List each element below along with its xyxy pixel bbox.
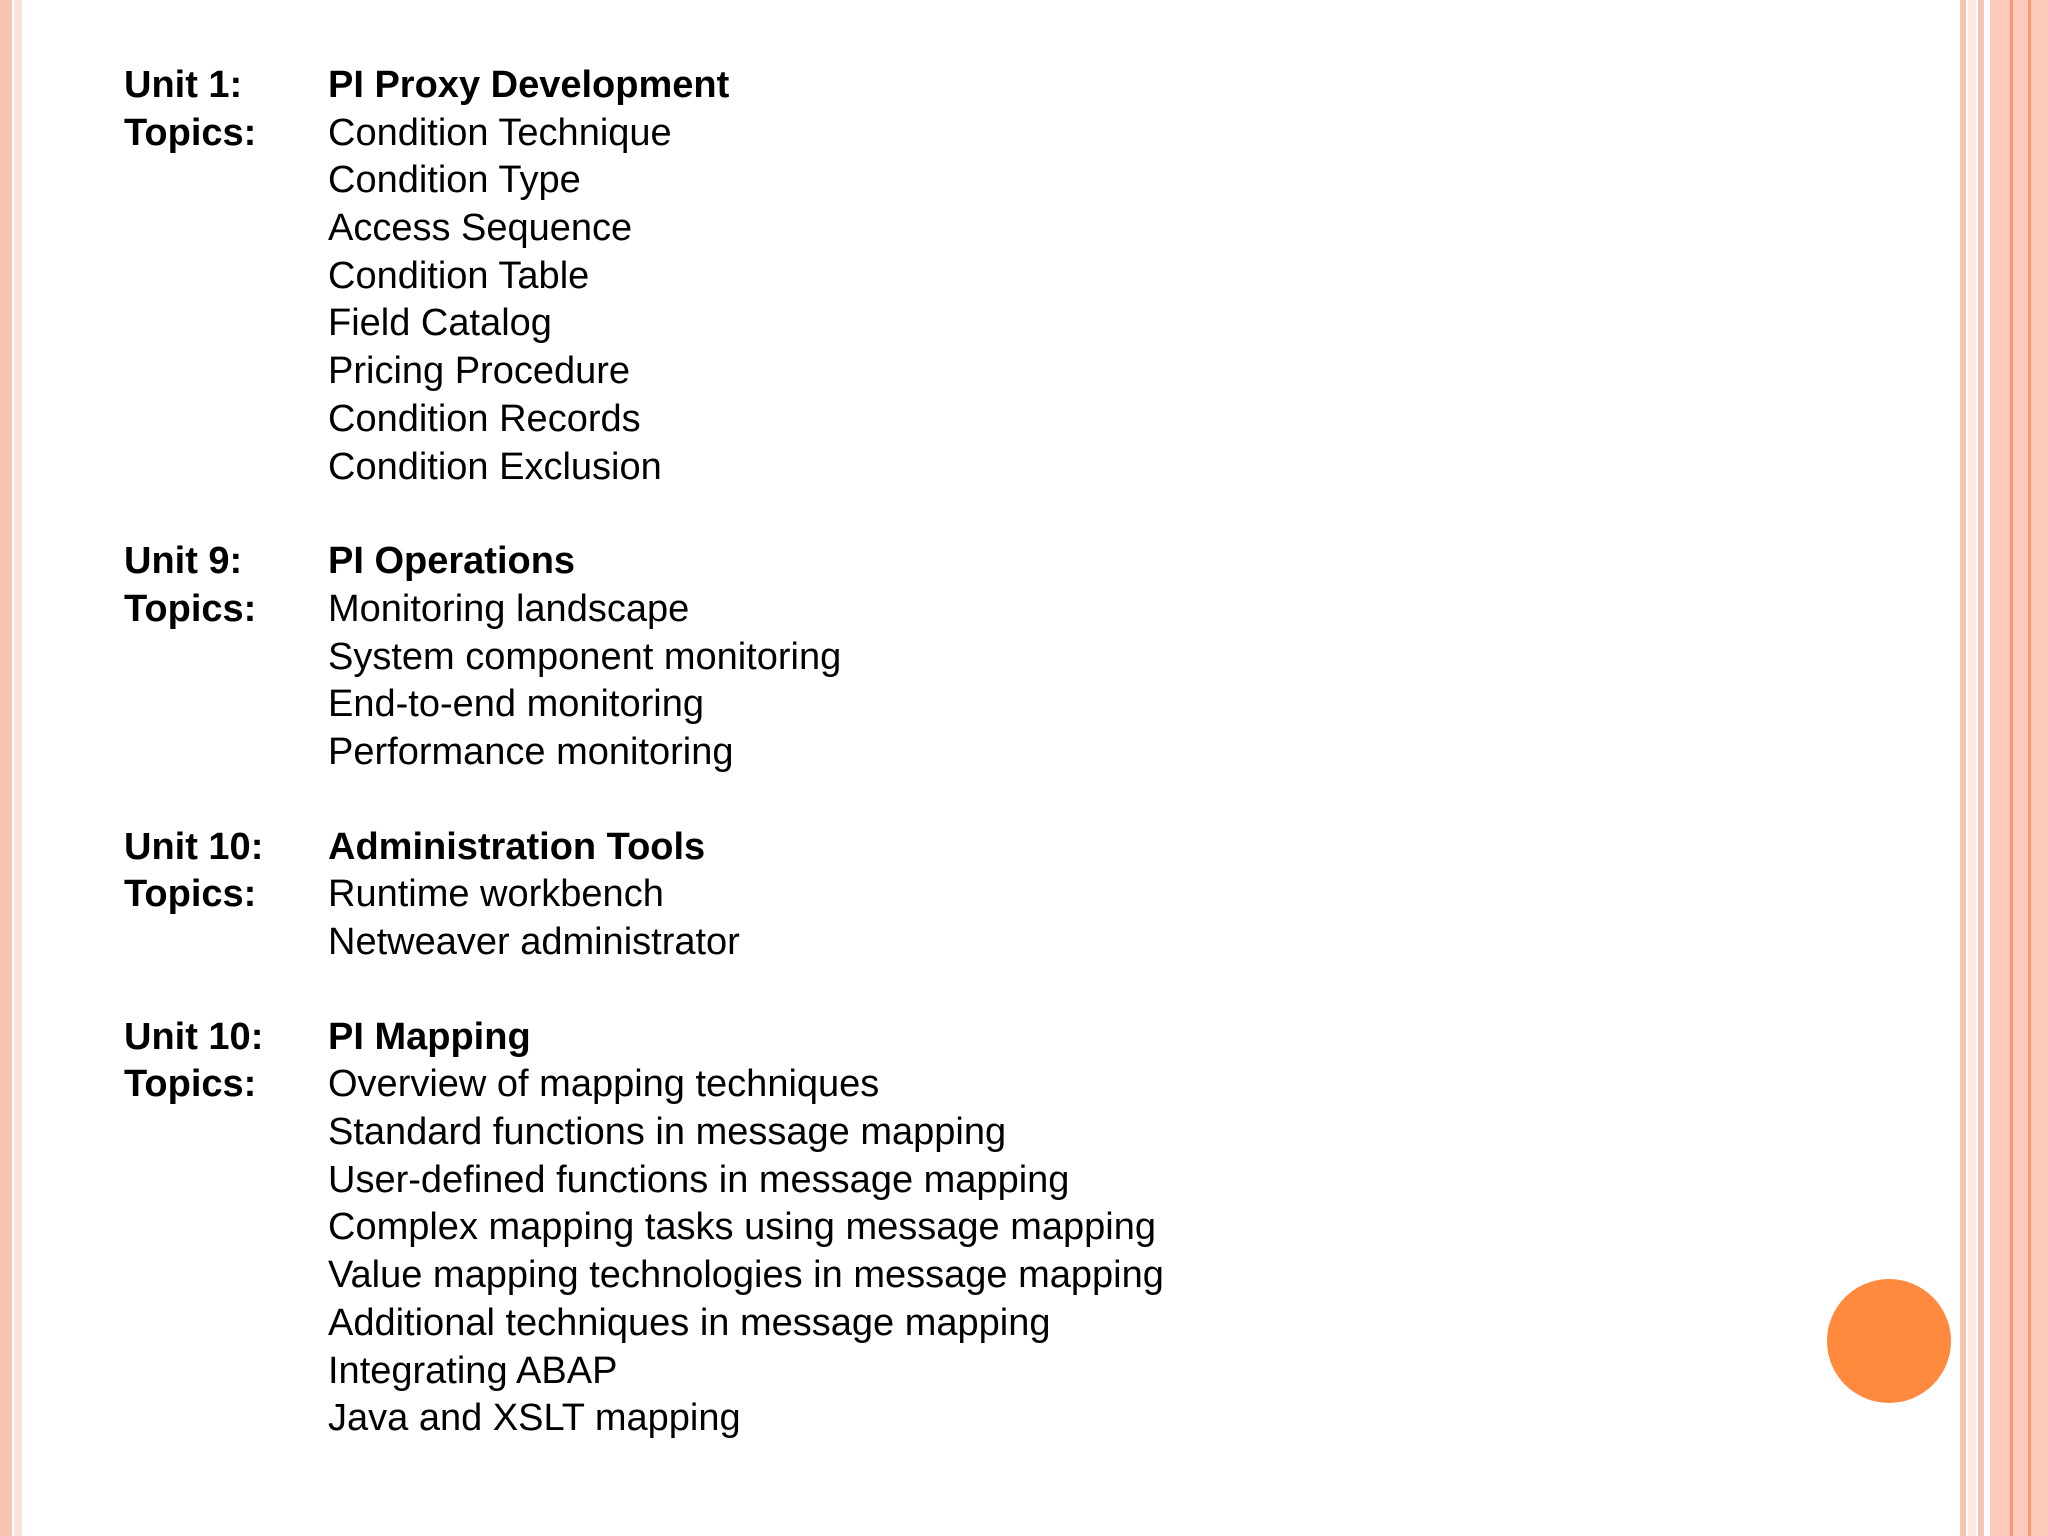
right-stripe-line bbox=[2010, 0, 2013, 1536]
topic-item: Performance monitoring bbox=[328, 730, 734, 773]
topic-row bbox=[124, 871, 1904, 919]
unit-block bbox=[124, 538, 1904, 776]
topic-row bbox=[124, 1395, 1904, 1443]
topic-item: System component monitoring bbox=[328, 635, 842, 678]
topic-row bbox=[124, 300, 1904, 348]
unit-block bbox=[124, 824, 1904, 967]
right-stripe-line bbox=[2028, 0, 2031, 1536]
topic-row bbox=[124, 1061, 1904, 1109]
right-stripe bbox=[1990, 0, 2048, 1536]
unit-header-row bbox=[124, 538, 1904, 586]
unit-block bbox=[124, 62, 1904, 491]
topic-row bbox=[124, 1252, 1904, 1300]
topic-item: Netweaver administrator bbox=[328, 921, 740, 963]
right-stripe bbox=[1978, 0, 1984, 1536]
topic-item: Integrating ABAP bbox=[328, 1349, 618, 1392]
right-stripe bbox=[1960, 0, 1966, 1536]
topic-item: Value mapping technologies in message mapping bbox=[328, 1254, 1164, 1297]
topic-row bbox=[124, 348, 1904, 396]
topic-row bbox=[124, 1348, 1904, 1396]
topics-label: Topics: bbox=[124, 587, 257, 630]
topic-row bbox=[124, 1204, 1904, 1252]
topic-item: Field Catalog bbox=[328, 302, 552, 345]
unit-title: PI Operations bbox=[328, 540, 576, 583]
topic-row bbox=[124, 396, 1904, 444]
unit-label: Unit 10: bbox=[124, 1015, 264, 1058]
topic-item: Standard functions in message mapping bbox=[328, 1111, 1007, 1154]
unit-block bbox=[124, 1014, 1904, 1443]
topic-row bbox=[124, 253, 1904, 301]
left-border-inner bbox=[14, 0, 22, 1536]
unit-label: Unit 9: bbox=[124, 540, 243, 583]
topic-item: Access Sequence bbox=[328, 207, 633, 250]
topic-item: Condition Records bbox=[328, 397, 641, 440]
topic-row bbox=[124, 157, 1904, 205]
unit-header-row bbox=[124, 1014, 1904, 1062]
left-border bbox=[0, 0, 12, 1536]
topic-item: Complex mapping tasks using message mapping bbox=[328, 1206, 1156, 1249]
topic-item: End-to-end monitoring bbox=[328, 683, 704, 726]
unit-title: Administration Tools bbox=[328, 825, 706, 868]
topic-item: Condition Type bbox=[328, 159, 581, 202]
topic-item: Runtime workbench bbox=[328, 873, 664, 916]
topic-item: Additional techniques in message mapping bbox=[328, 1301, 1051, 1344]
topic-row bbox=[124, 729, 1904, 777]
topic-row bbox=[124, 205, 1904, 253]
topic-row bbox=[124, 110, 1904, 158]
topic-row bbox=[124, 1109, 1904, 1157]
unit-label: Unit 10: bbox=[124, 825, 264, 868]
topic-item: Overview of mapping techniques bbox=[328, 1063, 880, 1106]
topics-label: Topics: bbox=[124, 1063, 257, 1106]
topic-item: User-defined functions in message mapping bbox=[328, 1158, 1070, 1201]
topic-item: Java and XSLT mapping bbox=[328, 1397, 741, 1440]
topic-item: Monitoring landscape bbox=[328, 587, 690, 630]
topics-label: Topics: bbox=[124, 873, 257, 916]
unit-header-row bbox=[124, 62, 1904, 110]
topic-row bbox=[124, 919, 1904, 967]
right-stripe bbox=[1968, 0, 1976, 1536]
unit-list bbox=[124, 62, 1904, 1490]
unit-label: Unit 1: bbox=[124, 64, 243, 106]
topic-row bbox=[124, 634, 1904, 682]
topic-item: Condition Technique bbox=[328, 111, 672, 154]
topic-item: Condition Exclusion bbox=[328, 445, 662, 488]
topic-row bbox=[124, 586, 1904, 634]
topic-item: Pricing Procedure bbox=[328, 350, 631, 393]
topic-row bbox=[124, 681, 1904, 729]
topic-row bbox=[124, 1300, 1904, 1348]
topic-row bbox=[124, 444, 1904, 492]
unit-header-row bbox=[124, 824, 1904, 872]
topic-row bbox=[124, 1157, 1904, 1205]
topic-item: Condition Table bbox=[328, 254, 590, 297]
topics-label: Topics: bbox=[124, 111, 257, 154]
unit-title: PI Mapping bbox=[328, 1015, 531, 1058]
unit-title: PI Proxy Development bbox=[328, 64, 730, 106]
